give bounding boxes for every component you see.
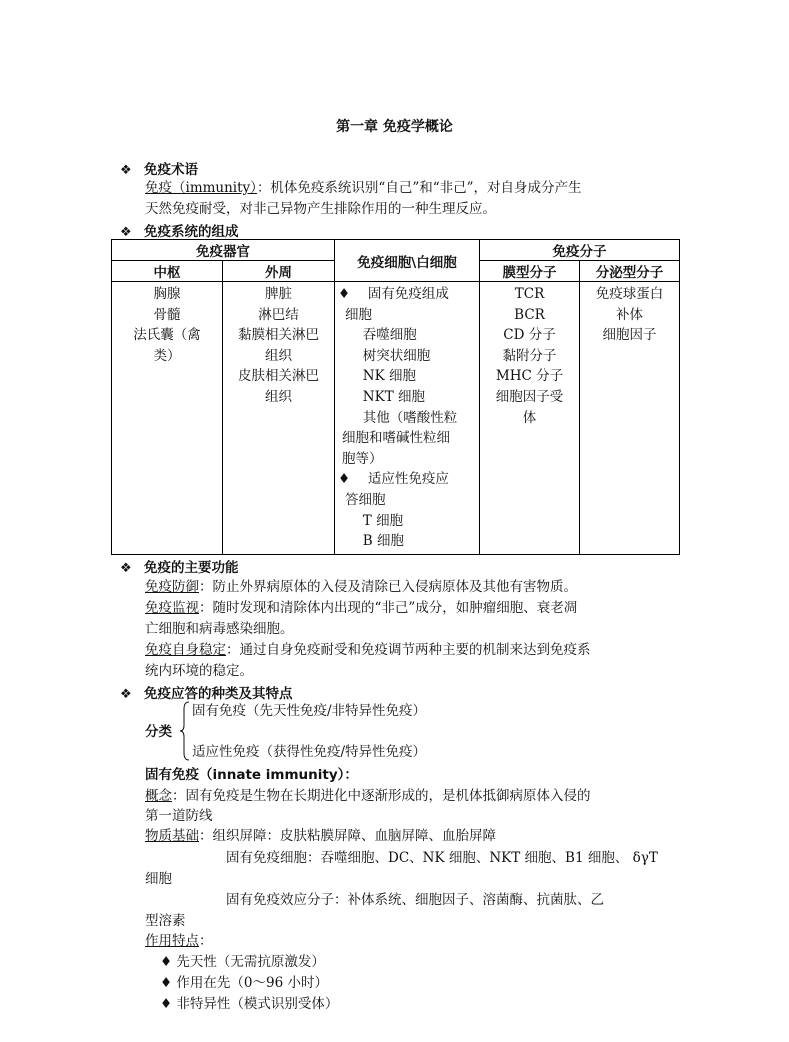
diamond-bullet-icon: ❖ xyxy=(120,561,132,576)
diamond-bullet-icon: ❖ xyxy=(120,225,132,240)
curly-brace-icon xyxy=(180,701,190,761)
term-homeostasis: 免疫自身稳定 xyxy=(145,642,226,658)
immune-system-table xyxy=(111,239,680,555)
diamond-bullet-icon: ♦ xyxy=(160,975,173,991)
cell-secreted-molecules xyxy=(580,282,680,555)
list-item: 脾脏 xyxy=(265,286,292,302)
list-item: NKT 细胞 xyxy=(345,388,425,405)
list-item: 类） xyxy=(153,347,181,364)
list-item: 答细胞 xyxy=(345,491,386,508)
cell-immune-cells xyxy=(335,282,480,555)
section-heading-functions: ❖ 免疫的主要功能 xyxy=(120,560,239,576)
section-heading-response-types: ❖ 免疫应答的种类及其特点 xyxy=(120,686,293,702)
basis-line1: 物质基础：组织屏障：皮肤粘膜屏障、血脑屏障、血胎屏障 xyxy=(145,828,496,844)
list-item: 补体 xyxy=(616,306,643,323)
list-item: 细胞 xyxy=(345,306,372,323)
basis-line3: 细胞 xyxy=(145,871,172,887)
list-item: 黏附分子 xyxy=(502,347,557,364)
list-item: 细胞因子 xyxy=(602,327,657,344)
features-heading: 作用特点： xyxy=(145,933,213,949)
header-immune-cells: 免疫细胞\白细胞 xyxy=(335,240,480,282)
class-adaptive: 适应性免疫（获得性免疫/特异性免疫） xyxy=(192,744,427,760)
list-item: 淋巴结 xyxy=(258,306,299,323)
list-item: ♦ 固有免疫组成 xyxy=(338,286,449,302)
term-surveillance: 免疫监视 xyxy=(145,600,199,616)
list-item: 胸腺 xyxy=(153,286,181,302)
list-item: 法氏囊（禽 xyxy=(133,327,201,344)
list-item: CD 分子 xyxy=(503,327,556,344)
list-item: NK 细胞 xyxy=(345,368,416,385)
list-item: 免疫球蛋白 xyxy=(595,286,664,302)
header-immune-molecules: 免疫分子 xyxy=(480,240,680,261)
basis-line2: 固有免疫细胞：吞噬细胞、DC、NK 细胞、NKT 细胞、B1 细胞、 δγT xyxy=(226,850,658,866)
function-homeostasis-line2: 统内环境的稳定。 xyxy=(145,663,253,679)
list-item: 体 xyxy=(522,409,537,426)
class-innate: 固有免疫（先天性免疫/非特异性免疫） xyxy=(192,703,427,719)
term-features: 作用特点 xyxy=(145,933,199,949)
concept-line1: 概念：固有免疫是生物在长期进化中逐渐形成的，是机体抵御病原体入侵的 xyxy=(145,788,591,804)
cell-membrane-molecules xyxy=(480,282,580,555)
term-material-basis: 物质基础 xyxy=(145,828,199,844)
diamond-bullet-icon: ❖ xyxy=(120,687,132,702)
section-heading-terms: ❖ 免疫术语 xyxy=(120,162,198,178)
header-central: 中枢 xyxy=(112,261,223,282)
list-item: 细胞因子受 xyxy=(495,388,564,405)
header-membrane: 膜型分子 xyxy=(480,261,580,282)
list-item: ♦ 非特异性（模式识别受体） xyxy=(160,996,339,1012)
diamond-bullet-icon: ♦ xyxy=(160,996,173,1012)
list-item: ♦ 作用在先（0～96 小时） xyxy=(160,975,328,991)
list-item: 组织 xyxy=(265,388,292,405)
immunity-definition-line1: 免疫（immunity）：机体免疫系统识别“自己”和“非己”，对自身成分产生 xyxy=(145,180,582,196)
list-item: 树突状细胞 xyxy=(345,347,431,364)
term-immunity: 免疫（immunity） xyxy=(145,180,257,196)
immunity-definition-line2: 天然免疫耐受，对非己异物产生排除作用的一种生理反应。 xyxy=(145,201,496,217)
function-surveillance-line2: 亡细胞和病毒感染细胞。 xyxy=(145,621,294,637)
basis-line4: 固有免疫效应分子：补体系统、细胞因子、溶菌酶、抗菌肽、乙 xyxy=(226,892,604,908)
list-item: TCR xyxy=(514,286,545,302)
function-homeostasis-line1: 免疫自身稳定：通过自身免疫耐受和免疫调节两种主要的机制来达到免疫系 xyxy=(145,642,591,658)
concept-line2: 第一道防线 xyxy=(145,808,213,824)
term-concept: 概念 xyxy=(145,788,172,804)
list-item: 皮肤相关淋巴 xyxy=(238,368,319,385)
list-item: ♦ 先天性（无需抗原激发） xyxy=(160,954,325,970)
list-item: 组织 xyxy=(265,347,292,364)
header-secreted: 分泌型分子 xyxy=(580,261,680,282)
list-item: 骨髓 xyxy=(153,306,181,323)
list-item: 吞噬细胞 xyxy=(345,327,417,344)
header-peripheral: 外周 xyxy=(223,261,335,282)
list-item: 其他（嗜酸性粒 xyxy=(345,409,458,426)
list-item: B 细胞 xyxy=(345,533,405,550)
diamond-bullet-icon: ❖ xyxy=(120,163,132,178)
list-item: 黏膜相关淋巴 xyxy=(238,327,319,344)
header-immune-organs: 免疫器官 xyxy=(112,240,335,261)
function-surveillance-line1: 免疫监视：随时发现和清除体内出现的“非己”成分，如肿瘤细胞、衰老凋 xyxy=(145,600,578,616)
cell-peripheral-organs xyxy=(223,282,335,555)
list-item: ♦ 适应性免疫应 xyxy=(338,471,449,488)
diamond-bullet-icon: ♦ xyxy=(160,954,173,970)
class-label: 分类 xyxy=(145,724,172,740)
section-heading-composition: ❖ 免疫系统的组成 xyxy=(120,224,239,240)
page-title: 第一章 免疫学概论 xyxy=(336,119,453,135)
list-item: T 细胞 xyxy=(345,512,404,529)
function-defense: 免疫防御：防止外界病原体的入侵及清除已入侵病原体及其他有害物质。 xyxy=(145,579,577,595)
list-item: BCR xyxy=(514,306,545,323)
list-item: 胞等） xyxy=(342,450,383,467)
cell-central-organs xyxy=(112,282,223,555)
list-item: MHC 分子 xyxy=(495,368,564,385)
innate-immunity-heading: 固有免疫（innate immunity）： xyxy=(145,767,358,783)
list-item: 细胞和嗜碱性粒细 xyxy=(342,430,450,447)
basis-line5: 型溶素 xyxy=(145,913,186,929)
term-defense: 免疫防御 xyxy=(145,579,199,595)
